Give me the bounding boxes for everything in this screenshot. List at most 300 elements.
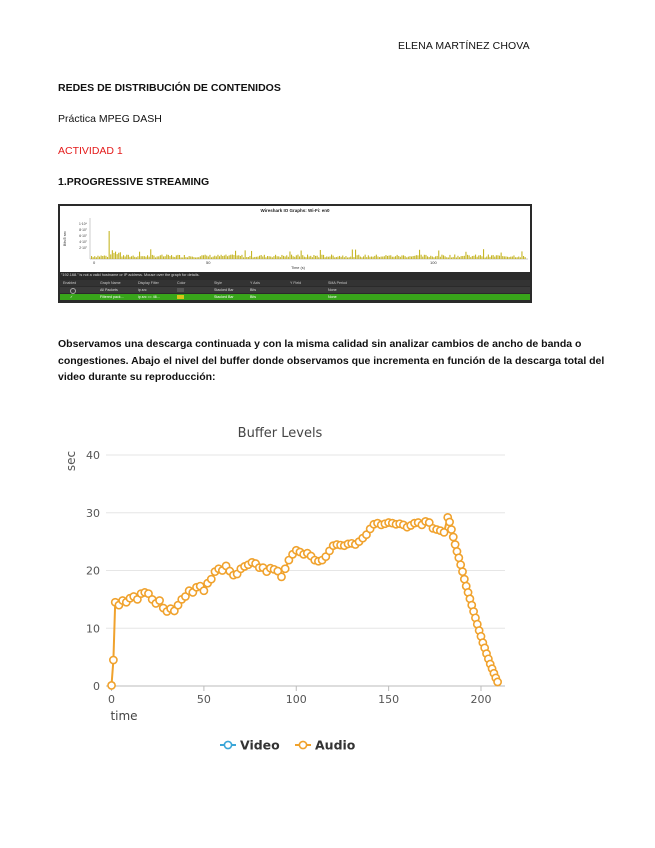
- io-graph-bar: [118, 253, 119, 259]
- io-graph-bar: [430, 256, 431, 259]
- io-graph-bar: [121, 257, 122, 259]
- io-graph-bar: [281, 255, 282, 259]
- chart-y-label: sec: [64, 450, 78, 472]
- io-graph-bar: [165, 256, 166, 259]
- chart-x-tick: 150: [378, 693, 400, 706]
- io-graph-bar: [525, 257, 526, 259]
- io-graph-bar: [350, 257, 351, 259]
- practice-title: Práctica MPEG DASH: [58, 113, 162, 125]
- io-graph-bar: [289, 251, 290, 259]
- io-graph-bar: [134, 257, 135, 259]
- io-graph-bar: [296, 255, 297, 259]
- io-graph-bar: [341, 257, 342, 259]
- io-graph-y-tick: 1·10⁸: [79, 222, 87, 226]
- io-graph-bar: [229, 255, 230, 259]
- io-graph-bar: [465, 252, 466, 259]
- io-graph-bar: [477, 257, 478, 259]
- io-graph-bar: [502, 256, 503, 259]
- row-checkbox[interactable]: [70, 288, 76, 294]
- io-graph-bar: [117, 254, 118, 259]
- io-graph-bar: [425, 255, 426, 259]
- io-graph-bar: [494, 257, 495, 259]
- io-graph-bar: [187, 257, 188, 259]
- io-graph-bar: [432, 256, 433, 259]
- io-graph-bar: [113, 253, 114, 259]
- io-graph-bar: [361, 257, 362, 259]
- io-graph-bar: [270, 257, 271, 259]
- io-graph-bar: [371, 257, 372, 259]
- col-enabled: Enabled: [63, 280, 77, 285]
- body-paragraph: Observamos una descarga continuada y con la misma calidad sin analizar cambios de ancho de banda o congestiones. Abajo el nivel del buffer donde observamos que incrementa en función de la descarga total del video durante su reproducción:: [58, 338, 605, 383]
- io-graph-bar: [238, 255, 239, 259]
- io-graph-bar: [216, 256, 217, 259]
- io-graph-bar: [315, 256, 316, 259]
- io-graph-bar: [323, 255, 324, 259]
- io-graph-bar: [184, 255, 185, 259]
- io-graph-bar: [104, 255, 105, 259]
- io-graph-bar: [334, 257, 335, 259]
- io-graph-bar: [262, 256, 263, 259]
- io-graph-bar: [368, 255, 369, 259]
- io-graph-x-label: Time (s): [291, 266, 305, 270]
- activity-heading: ACTIVIDAD 1: [58, 145, 123, 157]
- io-graph-bar: [496, 255, 497, 259]
- io-graph-bar: [478, 255, 479, 259]
- io-graph-note: "192.168." is not a valid hostname or IP address. Mouse over the graph for details.: [61, 273, 200, 277]
- io-graph-bar: [424, 255, 425, 259]
- io-graph-bar: [377, 256, 378, 259]
- io-graph-bar: [470, 257, 471, 259]
- io-graph-bar: [467, 255, 468, 259]
- row-graph-name: All Packets: [100, 287, 118, 292]
- io-graph-bar: [233, 255, 234, 259]
- row-style: Stacked Bar: [214, 294, 234, 299]
- io-graph-bar: [357, 255, 358, 259]
- io-graph-x-tick-50: 50: [206, 260, 211, 265]
- series-point-audio: [457, 561, 464, 568]
- series-point-audio: [448, 526, 455, 533]
- io-graph-bar: [181, 257, 182, 259]
- io-graph-bar: [481, 256, 482, 259]
- io-graph-bar: [512, 256, 513, 259]
- io-graph-bar: [155, 257, 156, 259]
- io-graph-bar: [352, 250, 353, 259]
- row-graph-name: Filtered pack...: [100, 294, 124, 299]
- series-point-audio: [440, 529, 447, 536]
- row-display-filter: ip.src: [138, 287, 147, 292]
- io-graph-bar: [285, 256, 286, 259]
- io-graph-bar: [374, 256, 375, 259]
- io-graph-bar: [456, 257, 457, 259]
- chart-x-tick: 200: [470, 693, 492, 706]
- io-graph-bar: [163, 256, 164, 259]
- io-graph-bar: [307, 255, 308, 259]
- series-point-audio: [455, 554, 462, 561]
- series-point-audio: [446, 518, 453, 525]
- io-graph-bar: [384, 256, 385, 259]
- series-point-audio: [452, 541, 459, 548]
- io-graph-bar: [214, 256, 215, 259]
- io-graph-bar: [293, 256, 294, 259]
- io-graph-y-tick: 4·10⁷: [79, 240, 87, 244]
- io-graph-bar: [213, 257, 214, 259]
- io-graph-bar: [413, 256, 414, 259]
- io-graph-bar: [182, 257, 183, 259]
- io-graph-bar: [272, 257, 273, 259]
- io-graph-bar: [344, 257, 345, 259]
- graph-row-filtered[interactable]: [60, 294, 530, 300]
- io-graph-bar: [416, 255, 417, 259]
- io-graph-bar: [457, 256, 458, 259]
- series-point-audio: [110, 656, 117, 663]
- io-graph-bar: [221, 255, 222, 259]
- io-graph-bar: [489, 257, 490, 259]
- io-graph-bar: [141, 256, 142, 259]
- io-graph-bar: [358, 255, 359, 259]
- io-graph-bar: [109, 231, 110, 259]
- io-graph-bar: [333, 256, 334, 259]
- legend-item-audio[interactable]: [295, 738, 356, 753]
- chart-legend[interactable]: [220, 738, 356, 753]
- io-graph-bar: [401, 255, 402, 259]
- io-graph-bar: [414, 256, 415, 259]
- io-graph-bar: [173, 257, 174, 259]
- io-graph-bar: [411, 257, 412, 259]
- io-graph-bar: [365, 255, 366, 259]
- io-graph-bar: [136, 257, 137, 259]
- chart-y-tick: 30: [86, 506, 100, 520]
- col-y-axis: Y Axis: [250, 280, 260, 285]
- io-graph-bar: [462, 256, 463, 259]
- row-sma-period: None: [328, 294, 337, 299]
- io-graph-bar: [385, 255, 386, 259]
- io-graph-bar: [409, 256, 410, 259]
- io-graph-bar: [438, 251, 439, 259]
- io-graph-bar: [405, 256, 406, 259]
- row-style: Stacked Bar: [214, 287, 234, 292]
- io-graph-bar: [192, 257, 193, 259]
- chart-x-tick: 50: [196, 693, 211, 706]
- io-graph-bar: [161, 255, 162, 259]
- io-graph-bar: [310, 256, 311, 259]
- col-color: Color: [177, 280, 186, 285]
- io-graph-bar: [261, 255, 262, 259]
- io-graph-bar: [390, 255, 391, 259]
- legend-label: Video: [240, 737, 280, 753]
- series-line-audio: [112, 517, 498, 685]
- io-graph-bar: [205, 255, 206, 259]
- io-graph-bar: [240, 256, 241, 259]
- io-graph-bar: [208, 256, 209, 259]
- io-graph-bar: [169, 256, 170, 259]
- graph-table-header: [60, 280, 530, 286]
- io-graph-bar: [453, 257, 454, 259]
- io-graph-bar: [443, 255, 444, 259]
- chart-x-label: time: [110, 709, 138, 723]
- io-graph-bar: [499, 256, 500, 259]
- io-graph-plot: [60, 206, 530, 272]
- section-heading: 1.PROGRESSIVE STREAMING: [58, 176, 210, 188]
- io-graph-bar: [429, 257, 430, 259]
- io-graph-y-tick: 2·10⁷: [79, 246, 87, 250]
- io-graph-bar: [509, 257, 510, 259]
- io-graph-bar: [393, 257, 394, 259]
- io-graph-bar: [171, 255, 172, 259]
- io-graph-bar: [193, 257, 194, 259]
- io-graph-bar: [112, 250, 113, 259]
- io-graph-bar: [269, 256, 270, 259]
- io-graph-bar: [363, 256, 364, 259]
- io-graph-bar: [302, 255, 303, 259]
- io-graph-bar: [278, 256, 279, 259]
- io-graph-bar: [137, 256, 138, 259]
- io-graph-bar: [251, 251, 252, 259]
- wireshark-io-graph: [58, 204, 532, 303]
- legend-item-video[interactable]: [220, 738, 280, 753]
- io-graph-bar: [461, 256, 462, 259]
- col-y-field: Y Field: [290, 280, 302, 285]
- io-graph-bar: [206, 256, 207, 259]
- series-point-audio: [208, 576, 215, 583]
- io-graph-bar: [273, 256, 274, 259]
- io-graph-bar: [286, 255, 287, 259]
- io-graph-bar: [305, 257, 306, 259]
- chart-y-tick: 20: [86, 564, 100, 578]
- col-style: Style: [214, 280, 222, 285]
- col-display-filter: Display Filter: [138, 280, 159, 285]
- io-graph-bar: [115, 252, 116, 259]
- io-graph-bar: [280, 257, 281, 259]
- io-graph-bar: [129, 257, 130, 259]
- io-graph-bar: [309, 256, 310, 259]
- io-graph-bar: [449, 255, 450, 259]
- col-sma-period: SMA Period: [328, 280, 347, 285]
- io-graph-y-tick: 6·10⁷: [79, 234, 87, 238]
- io-graph-bar: [203, 255, 204, 259]
- io-graph-bar: [331, 255, 332, 259]
- io-graph-bar: [475, 255, 476, 259]
- row-display-filter: ip.src == 46...: [138, 294, 160, 299]
- series-point-audio: [459, 568, 466, 575]
- io-graph-bar: [451, 257, 452, 259]
- io-graph-bar: [379, 257, 380, 259]
- io-graph-bar: [513, 255, 514, 259]
- chart-y-tick: 40: [86, 449, 100, 462]
- io-graph-bar: [201, 255, 202, 259]
- io-graph-bar: [520, 257, 521, 259]
- io-graph-bar: [153, 256, 154, 259]
- io-graph-bar: [93, 257, 94, 259]
- io-graph-bar: [158, 256, 159, 259]
- row-y-axis: Bits: [250, 287, 256, 292]
- io-graph-bar: [454, 255, 455, 259]
- io-graph-bar: [200, 256, 201, 259]
- graph-row-all-packets[interactable]: [60, 287, 530, 293]
- io-graph-bar: [472, 256, 473, 259]
- io-graph-bar: [94, 256, 95, 259]
- io-graph-bar: [107, 257, 108, 259]
- io-graph-bar: [150, 249, 151, 259]
- io-graph-bar: [133, 256, 134, 259]
- chart-x-tick: 100: [285, 693, 307, 706]
- io-graph-bar: [376, 255, 377, 259]
- io-graph-bar: [507, 257, 508, 259]
- io-graph-bar: [336, 257, 337, 259]
- io-graph-bar: [176, 255, 177, 259]
- io-graph-bar: [174, 257, 175, 259]
- io-graph-title: Wireshark IO Graphs: Wi-Fi: en0: [260, 208, 330, 213]
- legend-label: Audio: [315, 737, 356, 753]
- io-graph-bar: [144, 256, 145, 259]
- io-graph-bar: [510, 257, 511, 259]
- io-graph-bar: [422, 257, 423, 259]
- io-graph-bar: [105, 256, 106, 259]
- io-graph-bar: [389, 255, 390, 259]
- io-graph-bar: [102, 256, 103, 259]
- io-graph-bar: [126, 255, 127, 259]
- io-graph-bar: [160, 255, 161, 259]
- io-graph-bar: [297, 255, 298, 259]
- io-graph-bar: [313, 255, 314, 259]
- io-graph-bar: [225, 255, 226, 259]
- io-graph-bar: [291, 255, 292, 259]
- io-graph-bar: [387, 256, 388, 259]
- io-graph-bar: [328, 257, 329, 259]
- io-graph-bar: [197, 257, 198, 259]
- io-graph-bar: [149, 257, 150, 259]
- row-sma-period: None: [328, 287, 337, 292]
- io-graph-bar: [267, 256, 268, 259]
- io-graph-bar: [190, 256, 191, 259]
- io-graph-bar: [421, 255, 422, 259]
- io-graph-bar: [373, 257, 374, 259]
- series-point-audio: [282, 565, 289, 572]
- io-graph-bar: [483, 249, 484, 259]
- io-graph-bar: [485, 257, 486, 259]
- io-graph-bar: [473, 256, 474, 259]
- io-graph-bar: [403, 255, 404, 259]
- io-graph-bar: [347, 257, 348, 259]
- io-graph-bar: [339, 256, 340, 259]
- course-title: REDES DE DISTRIBUCIÓN DE CONTENIDOS: [58, 82, 281, 94]
- io-graph-x-tick-100: 100: [430, 260, 437, 265]
- io-graph-bar: [230, 255, 231, 259]
- legend-marker-icon: [224, 741, 231, 748]
- io-graph-bar: [437, 256, 438, 259]
- io-graph-bar: [120, 252, 121, 259]
- io-graph-bar: [179, 255, 180, 259]
- io-graph-bar: [433, 257, 434, 259]
- io-graph-bar: [249, 256, 250, 259]
- io-graph-bar: [441, 255, 442, 259]
- io-graph-bar: [219, 256, 220, 259]
- io-graph-bar: [227, 256, 228, 259]
- io-graph-bar: [110, 254, 111, 259]
- io-graph-bar: [275, 255, 276, 259]
- io-graph-bar: [349, 257, 350, 259]
- io-graph-bar: [400, 257, 401, 259]
- io-graph-y-label: Bits/5 sec: [63, 230, 67, 246]
- io-graph-bar: [166, 255, 167, 259]
- io-graph-bar: [277, 256, 278, 259]
- io-graph-bar: [198, 257, 199, 259]
- io-graph-bar: [265, 257, 266, 259]
- series-point-audio: [156, 597, 163, 604]
- io-graph-bar: [398, 256, 399, 259]
- io-graph-bar: [345, 256, 346, 259]
- io-graph-bar: [96, 257, 97, 259]
- io-graph-bar: [497, 255, 498, 259]
- io-graph-bars: [60, 206, 530, 272]
- io-graph-bar: [521, 251, 522, 259]
- io-graph-bar: [382, 257, 383, 259]
- io-graph-bar: [217, 255, 218, 259]
- series-point-audio: [108, 682, 115, 689]
- author-name: ELENA MARTÍNEZ CHOVA: [398, 40, 530, 52]
- io-graph-bar: [320, 250, 321, 259]
- io-graph-bar: [241, 255, 242, 259]
- io-graph-bar: [243, 257, 244, 259]
- chart-y-tick: 10: [86, 622, 100, 636]
- io-graph-bar: [493, 255, 494, 259]
- io-graph-bar: [342, 256, 343, 259]
- io-graph-bar: [283, 256, 284, 259]
- io-graph-bar: [123, 255, 124, 259]
- io-graph-bar: [131, 256, 132, 259]
- io-graph-bar: [209, 255, 210, 259]
- io-graph-bar: [480, 255, 481, 259]
- io-graph-bar: [408, 257, 409, 259]
- io-graph-bar: [435, 256, 436, 259]
- io-graph-bar: [304, 257, 305, 259]
- io-graph-bar: [406, 257, 407, 259]
- io-graph-bar: [301, 251, 302, 259]
- io-graph-bar: [97, 256, 98, 259]
- io-graph-bar: [488, 255, 489, 259]
- io-graph-bar: [440, 257, 441, 259]
- series-point-audio: [200, 587, 207, 594]
- io-graph-bar: [248, 257, 249, 259]
- io-graph-bar: [128, 255, 129, 259]
- io-graph-bar: [491, 255, 492, 259]
- io-graph-bar: [518, 257, 519, 259]
- io-graph-bar: [337, 257, 338, 259]
- io-graph-bar: [99, 257, 100, 259]
- io-graph-bar: [142, 256, 143, 259]
- io-graph-bar: [325, 257, 326, 259]
- io-graph-bar: [505, 256, 506, 259]
- row-checkmark-icon[interactable]: ✓: [70, 294, 74, 299]
- io-graph-bar: [257, 257, 258, 259]
- io-graph-bar: [448, 257, 449, 259]
- io-graph-bar: [125, 256, 126, 259]
- chart-title: Buffer Levels: [237, 426, 323, 441]
- io-graph-bar: [504, 256, 505, 259]
- io-graph-bar: [446, 257, 447, 259]
- series-point-audio: [494, 678, 501, 685]
- chart-y-tick: 0: [93, 680, 100, 693]
- io-graph-bar: [486, 257, 487, 259]
- io-graph-bar: [445, 256, 446, 259]
- series-point-audio: [450, 533, 457, 540]
- row-color-swatch: [177, 295, 184, 299]
- row-color-swatch: [177, 288, 184, 292]
- io-graph-bar: [366, 257, 367, 259]
- buffer-levels-chart: [60, 418, 520, 763]
- io-graph-bar: [246, 257, 247, 259]
- io-graph-bar: [419, 250, 420, 259]
- chart-x-tick: 0: [108, 693, 116, 706]
